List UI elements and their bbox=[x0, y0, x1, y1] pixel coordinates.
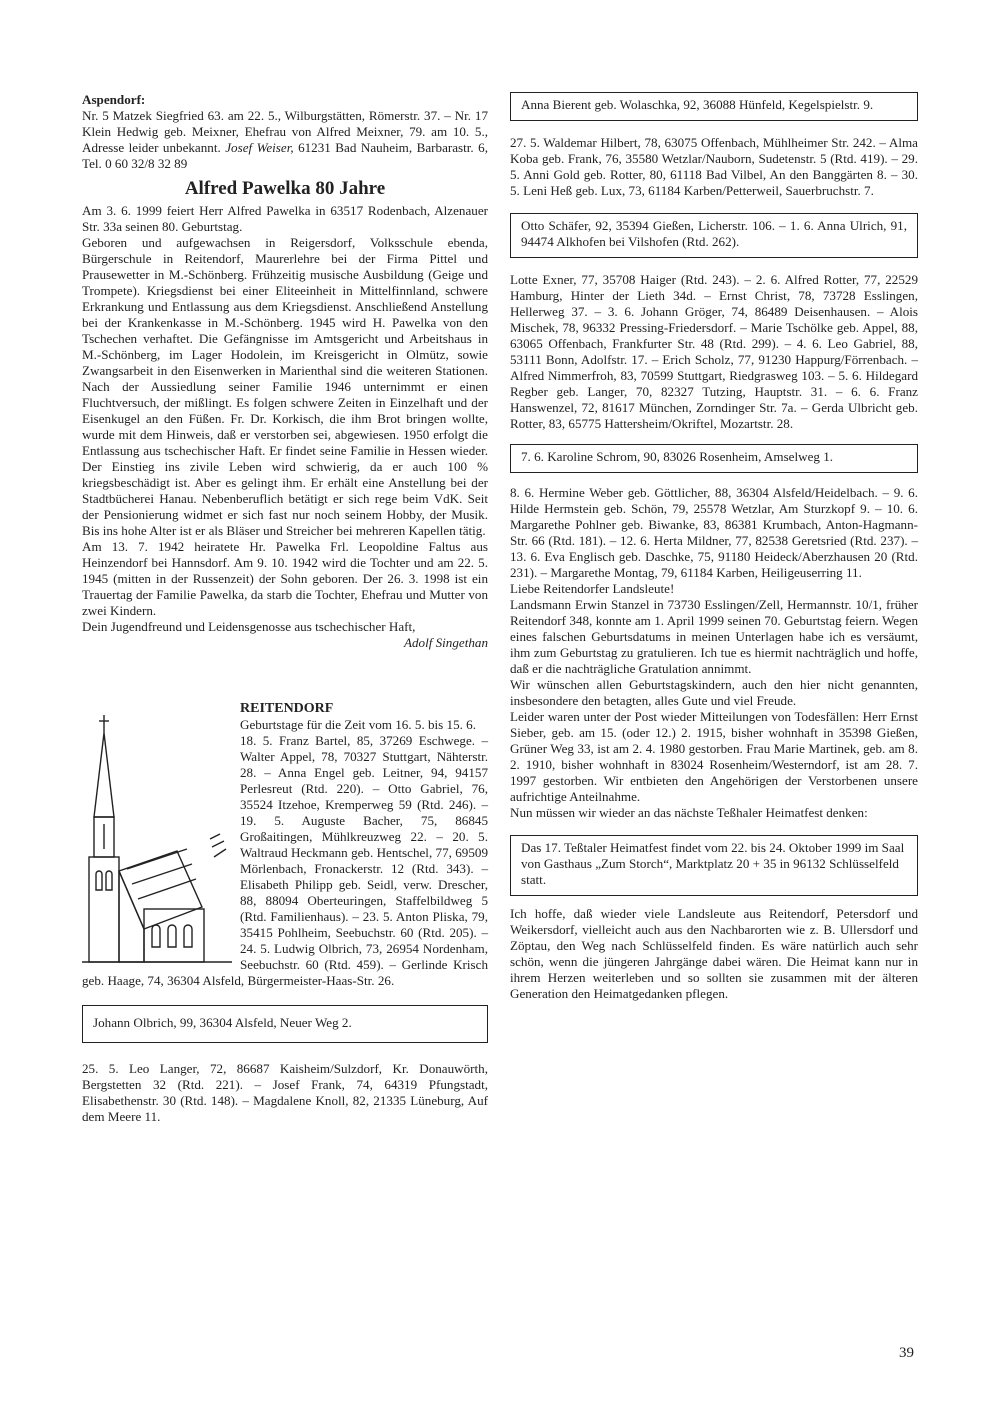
birthdays-text-1: 27. 5. Waldemar Hilbert, 78, 63075 Offenbach, Mühlheimer Str. 242. – Alma Koba geb. Frank, 76, 35580 Wetzlar/Nauborn, Sudetenstr. 5 (Rtd. 419). – 29. 5. Anni Gold geb. Rotter, 80, 61118 Bad Vilbel, An den Banggärten 8. – 30. 5. Leni Heß geb. Lux, 73, 61184 Karben/Petterweil, Sauerbruchstr. 7. bbox=[510, 135, 918, 198]
birthdays-text-3: 8. 6. Hermine Weber geb. Göttlicher, 88, 36304 Alsfeld/Heidelbach. – 9. 6. Hilde Hermstein geb. Schön, 79, 25578 Wetzlar, Am Sturzkopf 9. – 10. 6. Margarethe Pohlner geb. Biwanke, 83, 86381 Krumbach, Anton-Hagmann-Str. 66 (Rtd. 181). – 12. 6. Herta Mildner, 77, 82538 Geretsried (Rtd. 237). – 13. 6. Eva Englisch geb. Daschke, 75, 91180 Heideck/Aberzhausen 20 (Rtd. 231). – Margarethe Montag, 79, 61184 Karben, Heiligeuserring 11. bbox=[510, 485, 918, 580]
closing-paragraph: Ich hoffe, daß wieder viele Landsleute aus Reitendorf, Petersdorf und Weikersdorf, vielleicht auch aus den Nachbarorten wie z. B. Ullersdorf und Zöptau, den Weg nach Schlüsselfeld finden. Es wäre natürlich auch sehr schön, wenn die jüngeren Jahrgänge dabei wären. Die Heimat kann nur in ihrem Herzen weiterleben und so sollten sie zusammen mit der älteren Generation den Heimatgedanken pflegen. bbox=[510, 906, 918, 1001]
wishes-paragraph: Wir wünschen allen Geburtstagskindern, auch den hier nicht genannten, insbesondere den betagten, alles Gute und viel Freude. bbox=[510, 677, 918, 708]
pawelka-paragraph-3: Am 13. 7. 1942 heiratete Hr. Pawelka Frl. Leopoldine Faltus aus Heinzendorf bei Hannsdorf. Am 9. 10. 1942 wird die Tochter und am 22. 5. 1945 (mitten in der Russenzeit) der Sohn geboren. Der 26. 3. 1998 ist ein Trauertag der Familie Pawelka, da starb die Tochter, Ehefrau und Mutter von zwei Kindern. bbox=[82, 539, 488, 618]
pawelka-title: Alfred Pawelka 80 Jahre bbox=[184, 178, 386, 199]
left-column bbox=[82, 92, 488, 1125]
pawelka-paragraph-2: Geboren und aufgewachsen in Reigersdorf, Volksschule ebenda, Bürgerschule in Reitendorf, Maurerlehre bei der Firma Pittel und Prausewetter in M.-Schönberg. Frühzeitig musische Ausbildung (Geige und Trompete). Kriegsdienst bei einer Eliteeinheit in Mittelfinnland, schwere Erkrankung und Entlassung aus dem Kriegsdienst. Anschließend Anstellung bei der Krankenkasse in M.-Schönberg. 1945 wird H. Pawelka von den Tschechen verhaftet. Die Gefängnisse im Amtsgericht und Arbeitshaus in M.-Schönberg, im Lager Hodolein, im Kreisgericht in Olmütz, sowie Zwangsarbeit in den Eisenwerken in Marienthal sind die weiteren Stationen. Nach der Aussiedlung seiner Familie 1946 unternimmt er einen Fluchtversuch, der mißlingt. Es folgen schwere Zeiten in Einzelhaft und der Eisenkugel an den Füßen. Fr. Dr. Korkisch, die ihm Brot bringen wollte, wurde mit dem Hinweis, daß er verstorben sei, abgewiesen. 1950 erfolgt die Entlassung aus tschechischer Haft. Er findet seine Familie in Hessen wieder. Der Einstieg ins zivile Leben wird schwierig, da er auch 100 % kriegsbeschädigt ist. Aber es gelingt ihm. Er erhält eine Anstellung bei der Stadtbücherei Hanau. Nebenberuflich betätigt er sich rege beim VdK. Seit der Pensionierung widmet er sich fast nur noch seinem Hobby, der Musik. Bis ins hohe Alter ist er als Bläser und Streicher bei mehreren Kapellen tätig. bbox=[82, 235, 488, 538]
church-illustration bbox=[82, 709, 232, 969]
stanzel-paragraph: Landsmann Erwin Stanzel in 73730 Esslingen/Zell, Hermannstr. 10/1, früher Reitendorf 348, konnte am 1. April 1999 seinen 70. Geburtstag feiern. Wegen eines falschen Geburtsdatums in meinen Unterlagen habe ich es versäumt, ihm zum Geburtstag zu gratulieren. Ich tue es hiermit nachträglich und hoffe, daß er die nachträgliche Gratulation annimmt. bbox=[510, 597, 918, 676]
aspendorf-heading: Aspendorf: bbox=[82, 92, 146, 107]
anna-bierent-box: Anna Bierent geb. Wolaschka, 92, 36088 Hünfeld, Kegelspielstr. 9. bbox=[510, 92, 918, 121]
pawelka-paragraph-1: Am 3. 6. 1999 feiert Herr Alfred Pawelka in 63517 Rodenbach, Alzenauer Str. 33a seinen 80. Geburtstag. bbox=[82, 203, 488, 234]
page-number: 39 bbox=[899, 1345, 914, 1361]
heimatfest-box: Das 17. Teßtaler Heimatfest findet vom 22. bis 24. Oktober 1999 im Saal von Gasthaus „Zum Storch“, Marktplatz 20 + 35 in 96132 Schlüsselfeld statt. bbox=[510, 835, 918, 896]
reitendorf-section bbox=[82, 701, 488, 989]
johann-olbrich-box: Johann Olbrich, 99, 36304 Alsfeld, Neuer Weg 2. bbox=[82, 1005, 488, 1043]
greeting: Liebe Reitendorfer Landsleute! bbox=[510, 581, 675, 596]
reitendorf-heading: REITENDORF bbox=[240, 701, 334, 716]
otto-schaefer-box: Otto Schäfer, 92, 35394 Gießen, Licherstr. 106. – 1. 6. Anna Ulrich, 91, 94474 Alkhofen bei Vilshofen (Rtd. 262). bbox=[510, 213, 918, 258]
aspendorf-text: Nr. 5 Matzek Siegfried 63. am 22. 5., Wilburgstätten, Römerstr. 37. – Nr. 17 Klein Hedwig geb. Meixner, Ehefrau von Alfred Meixner, 79. am 10. 5., Adresse leider unbekannt. Josef Weiser, 61231 Bad Nauheim, Barbarastr. 6, Tel. 0 60 32/8 32 89 bbox=[82, 108, 488, 171]
pawelka-signature: Adolf Singethan bbox=[403, 635, 488, 650]
reitendorf-entries: 18. 5. Franz Bartel, 85, 37269 Eschwege. – Walter Appel, 78, 70327 Stuttgart, Nähterstr. 28. – Anna Engel geb. Leitner, 94, 94157 Perlesreut (Rtd. 220). – Otto Gabriel, 76, 35524 Itzehoe, Kremperweg 59 (Rtd. 246). – 19. 5. Auguste Bacher, 75, 86845 Großaitingen, Mühlkreuzweg 22. – 20. 5. Waltraud Heckmann geb. Hentschel, 77, 69509 Mörlenbach, Fronackerstr. 12 (Rtd. 343). – Elisabeth Philipp geb. Seidl, verw. Drescher, 88, 88094 Oberteuringen, Staffelbildweg 5 (Rtd. Familienhaus). – 23. 5. Anton Pliska, 79, 35415 Pohlheim, Seebuchstr. 60 (Rtd. 205). – 24. 5. Ludwig Olbrich, 73, 26954 Nordenham, Seebuchstr. 60 (Rtd. 459). – Gerlinde Krisch geb. Haage, 74, 36304 Alsfeld, Bürgermeister-Haas-Str. 26. bbox=[82, 733, 488, 988]
birthdays-text-2: Lotte Exner, 77, 35708 Haiger (Rtd. 243). – 2. 6. Alfred Rotter, 77, 22529 Hamburg, Hinter der Lieth 34d. – Ernst Christ, 78, 73728 Esslingen, Hellerweg 37. – 3. 6. Johann Gröger, 74, 86489 Deisenhausen. – Alois Mischek, 78, 96332 Pressing-Friedersdorf. – Marie Tschölke geb. Appel, 88, 63065 Offenbach, Frankfurter Str. 48 (Rtd. 299). – 4. 6. Leo Gabriel, 88, 53111 Bonn, Adolfstr. 17. – Erich Scholz, 77, 91230 Happurg/Förrenbach. – Alfred Nimmerfroh, 83, 70599 Stuttgart, Riedgrasweg 103. – 5. 6. Hildegard Regber geb. Langer, 70, 82327 Tutzing, Hauptstr. 31. – 6. 6. Franz Hanswenzel, 72, 81617 München, Zorndinger Str. 7a. – Gerda Ulbricht geb. Rotter, 83, 65775 Hattersheim/Okriftel, Mozartstr. 28. bbox=[510, 272, 918, 431]
karoline-schrom-box: 7. 6. Karoline Schrom, 90, 83026 Rosenheim, Amselweg 1. bbox=[510, 444, 918, 473]
right-column bbox=[510, 92, 918, 1002]
next-fest-paragraph: Nun müssen wir wieder an das nächste Teßhaler Heimatfest denken: bbox=[510, 805, 868, 820]
pawelka-paragraph-4: Dein Jugendfreund und Leidensgenosse aus tschechischer Haft, bbox=[82, 619, 416, 634]
reitendorf-after-box: 25. 5. Leo Langer, 72, 86687 Kaisheim/Sulzdorf, Kr. Donauwörth, Bergstetten 32 (Rtd. 221). – Josef Frank, 74, 64319 Pfungstadt, Elisabethenstr. 30 (Rtd. 148). – Magdalene Knoll, 82, 21335 Lüneburg, Auf dem Meere 11. bbox=[82, 1061, 488, 1124]
reitendorf-intro: Geburtstage für die Zeit vom 16. 5. bis 15. 6. bbox=[240, 717, 477, 732]
deaths-paragraph: Leider waren unter der Post wieder Mitteilungen von Todesfällen: Herr Ernst Sieber, geb. am 15. (oder 12.) 2. 1915, bisher wohnhaft in 35398 Gießen, Grüner Weg 33, ist am 2. 4. 1980 gestorben. Frau Marie Martinek, geb. am 8. 2. 1910, bisher wohnhaft in 83024 Rosenheim/Westerndorf, ist am 28. 7. 1997 gestorben. Wir entbieten den Angehörigen der Verstorbenen unsere aufrichtige Anteilnahme. bbox=[510, 709, 918, 804]
